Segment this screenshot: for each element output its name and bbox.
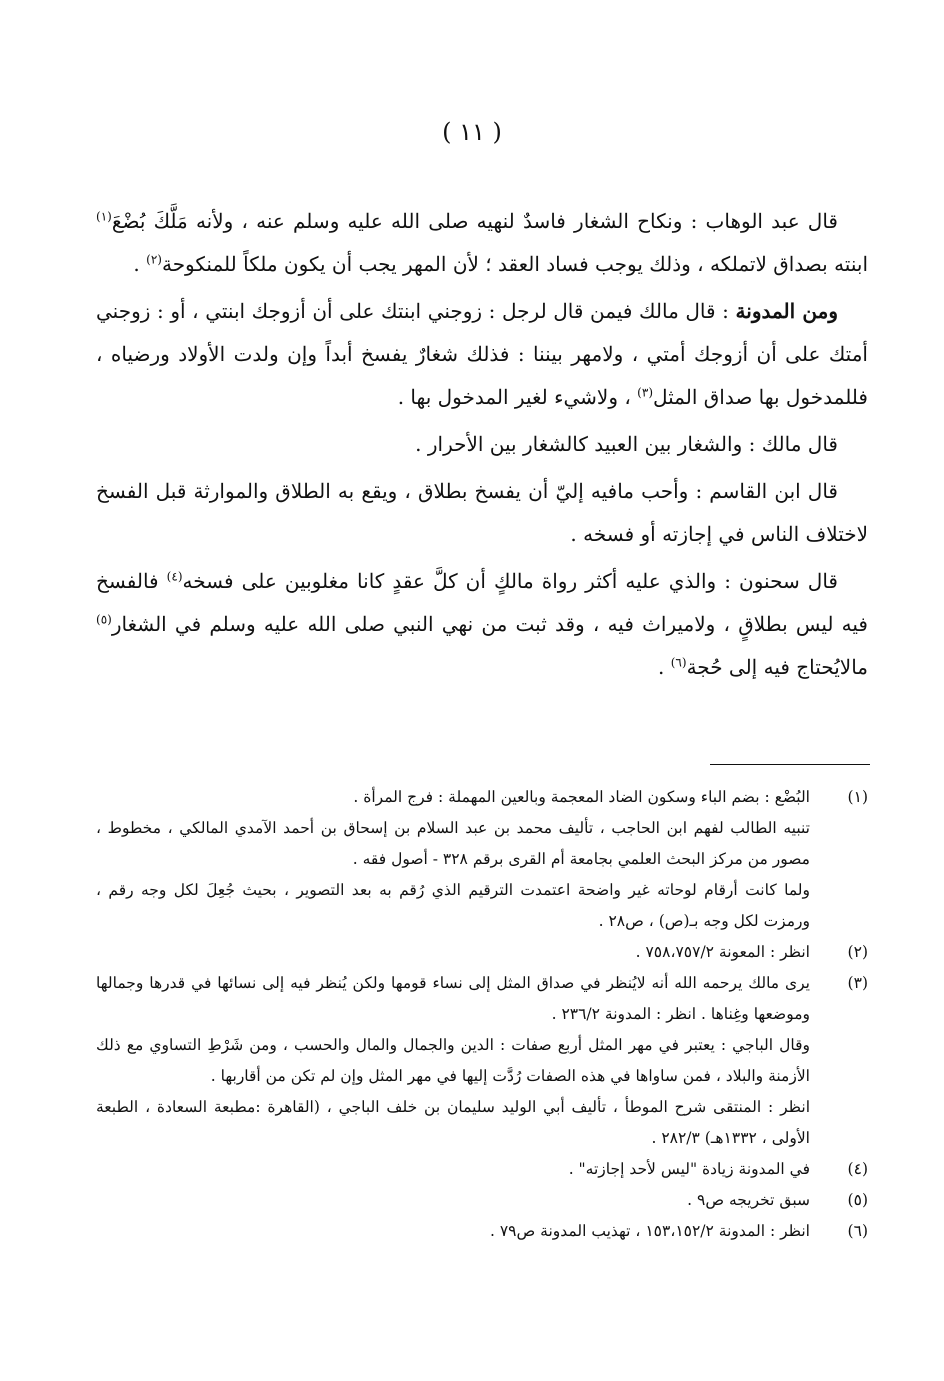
footnote-body xyxy=(96,1154,810,1185)
footnote-body xyxy=(96,968,810,1154)
footnotes xyxy=(96,782,868,1247)
footnote-text: انظر : المدونة ١٥٣،١٥٢/٢ ، تهذيب المدونة ص٧٩ . xyxy=(490,1222,810,1240)
footnote-body xyxy=(96,1216,810,1247)
footnote-separator xyxy=(710,764,870,765)
text-segment: . xyxy=(133,252,147,276)
footnote-text: ولما كانت أرقام لوحاته غير واضحة اعتمدت الترقيم الذي رُقم به بعد التصوير ، بحيث جُعِلَ لكل وجه رقم ، ورمزت لكل وجه بـ(ص) ، ص٢٨ . xyxy=(96,881,810,930)
footnote-number: (٤) xyxy=(847,1160,868,1178)
paragraph xyxy=(96,423,868,466)
footnote-text: وقال الباجي : يعتبر في مهر المثل أربع صفات : الدين والجمال والمال والحسب ، ومن شَرْطِ التساوي مع ذلك الأزمنة والبلاد ، فمن ساواها في هذه الصفات رُدَّت إليها في مهر المثل وإن لم تكن من أقاربها . xyxy=(96,1036,810,1085)
paragraph xyxy=(96,200,868,286)
footnote-reference: (٥) xyxy=(96,612,112,627)
footnote-number: (٢) xyxy=(847,943,868,961)
text-segment: ، ولاشيء لغير المدخول بها . xyxy=(397,385,638,409)
footnote-text: انظر : المنتقى شرح الموطأ ، تأليف أبي الوليد سليمان بن خلف الباجي ، (القاهرة :مطبعة السعادة ، الطبعة الأولى ، ١٣٣٢هـ) ٢٨٢/٣ . xyxy=(96,1098,810,1147)
paragraph xyxy=(96,470,868,556)
footnote-text: تنبيه الطالب لفهم ابن الحاجب ، تأليف محمد بن عبد السلام بن إسحاق بن أحمد الآمدي المالكي ، مخطوط ، مصور من مركز البحث العلمي بجامعة أم القرى برقم ٣٢٨ - أصول فقه . xyxy=(96,819,810,868)
footnote xyxy=(96,968,868,1154)
text-segment: قال ابن القاسم : وأحب مافيه إليّ أن يفسخ بطلاق ، ويقع به الطلاق والموارثة قبل الفسخ لاختلاف الناس في إجازته أو فسخه . xyxy=(96,479,868,546)
footnote-text: في المدونة زيادة "ليس لأحد إجازته" . xyxy=(568,1160,810,1178)
footnote-reference: (٦) xyxy=(670,655,687,670)
text-segment: : قال مالك فيمن قال لرجل : زوجني ابنتك على أن أزوجك ابنتي ، أو : زوجني أمتك على أن أزوجك أمتي ، ولامهر بيننا : فذلك شغارٌ يفسخ أبداً وإن ولدت الأولاد ورضياه ، فللمدخول بها صداق المثل xyxy=(96,299,868,409)
paragraph-lead: ومن المدونة xyxy=(735,299,838,323)
text-segment: قال مالك : والشغار بين العبيد كالشغار بين الأحرار . xyxy=(415,432,838,456)
footnote-text: البُضْع : بضم الباء وسكون الضاد المعجمة وبالعين المهملة : فرج المرأة . xyxy=(353,788,810,806)
footnote-number: (٦) xyxy=(847,1222,868,1240)
footnote-reference: (٣) xyxy=(637,385,653,400)
paragraph xyxy=(96,290,868,419)
footnote xyxy=(96,1185,868,1216)
footnote xyxy=(96,937,868,968)
main-text xyxy=(96,200,868,693)
footnote-number: (٥) xyxy=(847,1191,868,1209)
footnote xyxy=(96,1216,868,1247)
text-segment: ابنته بصداق لاتملكه ، وذلك يوجب فساد العقد ؛ لأن المهر يجب أن يكون ملكاً للمنكوحة xyxy=(161,252,868,276)
text-segment: قال سحنون : والذي عليه أكثر رواة مالكٍ أن كلَّ عقدٍ كانا مغلوبين على فسخه xyxy=(182,569,838,593)
footnote-number: (٣) xyxy=(847,974,868,992)
footnote-body xyxy=(96,1185,810,1216)
footnote-reference: (٢) xyxy=(146,252,162,267)
footnote-text: سبق تخريجه ص٩ . xyxy=(687,1191,810,1209)
footnote-text: انظر : المعونة ٧٥٨،٧٥٧/٢ . xyxy=(635,943,810,961)
footnote-body xyxy=(96,937,810,968)
footnote-text: يرى مالك يرحمه الله أنه لايُنظر في صداق المثل إلى نساء قومها ولكن يُنظر فيه إلى نسائها في قدرها وجمالها وموضعها وغِناها . انظر : المدونة ٢٣٦/٢ . xyxy=(96,974,810,1023)
footnote-number: (١) xyxy=(847,788,868,806)
footnote xyxy=(96,1154,868,1185)
paragraph xyxy=(96,560,868,689)
text-segment: . xyxy=(658,655,671,679)
page-number: ( ١١ ) xyxy=(442,118,502,146)
footnote xyxy=(96,782,868,937)
text-segment: قال عبد الوهاب : ونكاح الشغار فاسدٌ لنهيه صلى الله عليه وسلم عنه ، ولأنه مَلَّكَ بُضْعَ xyxy=(111,209,838,233)
text-segment: مالايُحتاج فيه إلى حُجة xyxy=(686,655,868,679)
footnote-reference: (٤) xyxy=(166,569,183,584)
text-segment: فالفسخ فيه ليس بطلاقٍ ، ولاميراث فيه ، وقد ثبت من نهي النبي صلى الله عليه وسلم في الشغار xyxy=(96,569,868,636)
footnote-body xyxy=(96,782,810,937)
footnote-reference: (١) xyxy=(96,209,112,224)
